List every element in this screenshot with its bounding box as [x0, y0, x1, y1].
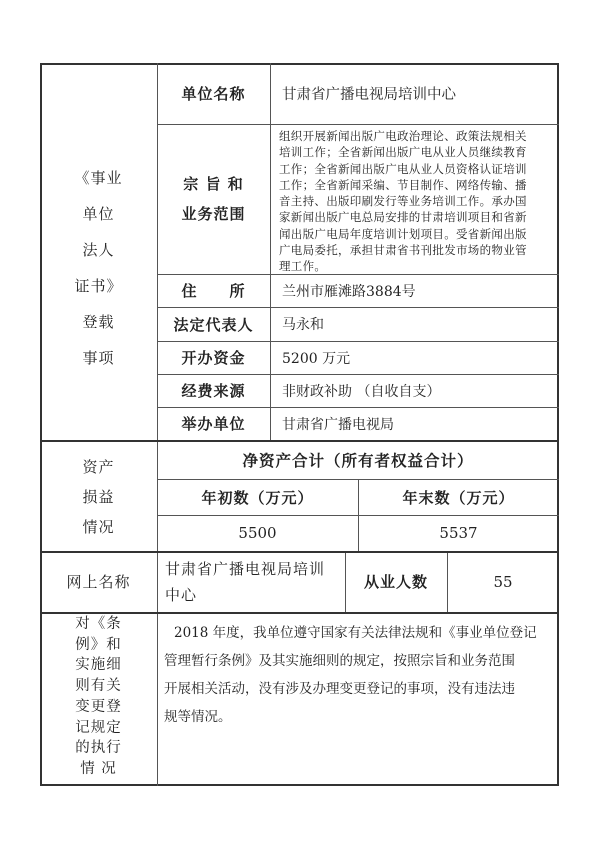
end-year-value: 5537 [439, 524, 478, 542]
unit-name-label: 单位名称 [181, 85, 246, 103]
capital-label: 开办资金 [181, 349, 246, 367]
unit-name-value: 甘肃省广播电视局培训中心 [282, 87, 456, 103]
online-name-label: 网上名称 [66, 573, 131, 591]
legal-rep-value: 马永和 [282, 317, 324, 333]
legal-rep-label: 法定代表人 [173, 315, 254, 334]
capital-value: 5200 万元 [282, 350, 351, 367]
net-assets-header: 净资产合计（所有者权益合计） [242, 450, 474, 470]
scope-value: 组织开展新闻出版广电政治理论、政策法规相关 培训工作；全省新闻出版广电从业人员继续教育 工作；全省新闻出版广电从业人员资格认证培训 工作；全省新闻采编、节目制作、网络传输、播 音主持、出版印刷发行等业务培训工作。承办国 家新闻出版广电总局安排的甘肃培训项目和省新 闻出版广电局年度培训计划项目。受省新闻出版 广电局委托，承担甘肃省书刊批发市场的物业管 理工作。 [279, 129, 527, 274]
staff-count-label: 从业人数 [363, 573, 428, 591]
compliance-text: 2018 年度，我单位遵守国家有关法律法规和《事业单位登记 管理暂行条例》及其实施细则的规定，按照宗旨和业务范围 开展相关活动，没有涉及办理变更登记的事项，没有违法违 规等情况。 [164, 625, 537, 725]
divider [270, 63, 271, 440]
section-label-certificate: 《事业 单位 法人 证书》 登载 事项 [74, 169, 123, 367]
scope-label: 宗 旨 和 业务范围 [181, 175, 246, 223]
sponsor-label: 举办单位 [181, 415, 246, 433]
begin-year-value: 5500 [238, 524, 277, 542]
funding-value: 非财政补助 （自收自支） [282, 383, 441, 400]
address-label: 住 所 [181, 282, 246, 300]
sponsor-value: 甘肃省广播电视局 [282, 416, 394, 433]
begin-year-label: 年初数（万元） [201, 488, 314, 507]
address-value: 兰州市雁滩路3884号 [282, 283, 416, 300]
end-year-label: 年末数（万元） [402, 488, 515, 507]
assets-label: 资产 损益 情况 [82, 458, 115, 536]
online-name-value: 甘肃省广播电视局培训 中心 [165, 559, 326, 604]
staff-count-value: 55 [493, 572, 513, 591]
compliance-label: 对《条 例》和 实施细 则有关 变更登 记规定 的执行 情 况 [75, 616, 122, 777]
funding-label: 经费来源 [181, 382, 246, 400]
